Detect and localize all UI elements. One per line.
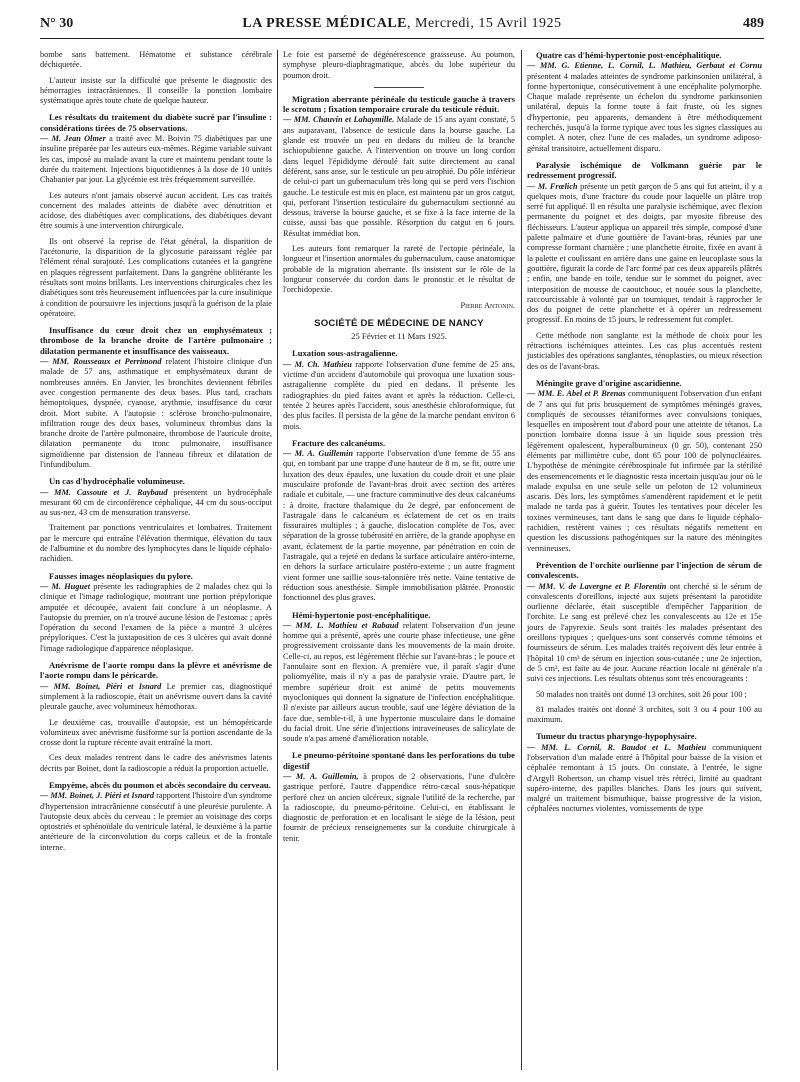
article-title: Luxation sous-astragalienne. [292,348,398,359]
article-title: Anévrisme de l'aorte rompu dans la plèvre et anévrisme de l'aorte rompu dans le péricarde. [40,660,272,681]
signature: Pierre Antonin. [460,300,515,310]
paragraph: Cette méthode non sanglante est la méthode de choix pour les rétractions ischémiques atteintes. Les cas plus accentués restent justiciables des opérations sanglantes, ténoplasties, ou mieux résection des os de l'avant-bras. [527,330,762,371]
article-authors: — M. Huguet [40,581,91,591]
column-left [40,50,272,1070]
journal-name: LA PRESSE MÉDICALE [242,16,408,31]
article-authors: — MM. Rousseaux et Perrimond [40,357,162,367]
article-body: présente les radiographies de 2 malades chez qui la clinique et l'image radiologique, montrant une portion prépylorique amputée et découpée, avaient fait conclure à un néoplasme. A l'autopsie du premier, on n'a trouvé aucune lésion de l'estomac ; après l'opération du second l'examen de la pièce a montré 3 ulcères prépyloriques. C'est la juxtaposition de ces 3 ulcères qui avait donné l'image radiologique d'apparence néoplasique. [40,581,272,653]
article-title: Méningite grave d'origine ascaridienne. [536,377,682,388]
article-authors: — MM. Boinet, J. Piéri et Isnard [40,791,154,801]
article-title: Quatre cas d'hémi-hypertonie post-encéphalitique. [536,50,722,60]
column-right [527,50,762,1070]
paragraph: bombe sans battement. Hématome et substance cérébrale déchiquetée. [40,50,272,70]
paragraph: L'auteur insiste sur la difficulté que présente le diagnostic des hémorragies intracrâniennes. Il conseille la ponction lombaire systématique après toute chute de quelque hauteur. [40,75,272,106]
paragraph: Les auteurs n'ont jamais observé aucun accident. Les cas traités concernent des malades atteints de diabète avec dénutrition et acidose, des diabétiques avec complications, des diabétiques devant être soumis à une intervention chirurgicale. [40,190,272,231]
article-authors: — MM. Cassoute et J. Raybaud [40,487,168,497]
column-divider [521,50,522,1070]
article-body: présente un petit garçon de 5 ans qui fut atteint, il y a quelques mois, d'une fracture du coude pour laquelle un plâtre trop serré fut appliqué. Il en résulta une paralysie ischémique, avec flexion permanente du poignet et des doigts, par myosite fibreuse des fléchisseurs. L'auteur appliqua un appareil très simple, composé d'une palette palmaire et d'une gouttière de l'avant-bras, réunies par une compresse formant charnière ; une planchette étroite, fixée en avant à la palette et coulissant en arrière dans une gaine en leucoplaste sous la gouttière, figurait la corde de l'arc formé par ces deux appareils plâtrés ; enfin, une bande en toile, tendue sur le sommet du poignet, avec interposition de mousse de caoutchouc, et nouée sous la planchette, raccourcissable à volonté par un tourniquet, tendait à rapprocher le dos du poignet de cette planchette et à opérer un redressement progressif. En moins de 15 jours, le redressement fut complet. [527,181,762,325]
article-authors: — M. Ch. Mathieu [283,359,352,369]
article-body: rapportent l'histoire d'un syndrome d'hypertension intracrânienne consécutif à une pleurésie purulente. A l'autopsie deux abcès du cerveau : le premier au voisinage des corps optostriés et sphénoïdale du ventricule latéral, le deuxième à la partie antérieure de la circonvolution du corps calleux et de la frontale interne. [40,791,272,852]
paragraph: Ces deux malades rentrent dans le cadre des anévrismes latents décrits par Boinet, dont la radioscopie a réduit la proportion actuelle. [40,753,272,773]
article-authors: — MM. E. Abel et P. Brenas [527,389,626,399]
column-middle [283,50,515,1070]
issue-date: , Mercredi, 15 Avril 1925 [407,16,562,31]
article-authors: — M. Jean Olmer [40,134,106,144]
article-authors: — MM. G. Etienne, L. Cornil, L. Mathieu, Gerbaut et Cornu [527,61,762,71]
article-body: présentent un hydrocéphale mesurant 60 cm de circonférence céphalique, 44 cm du sous-occiput au sus-nez, 43 cm de mensuration transverse. [40,487,272,518]
article-authors: — M. A. Guillemin, [283,772,359,781]
article-authors: — M. Frœlich [527,181,578,191]
paragraph: Traitement par ponctions ventriculaires et lombaires. Traitement par le mercure qui entraîne l'élévation thermique, élévation du taux de l'albumine et du nombre des lymphocytes dans le liquide céphalo-rachidien. [40,523,272,564]
paragraph: Les auteurs font remarquer la rareté de l'ectopie périnéale, la longueur et l'insertion anormales du gubernaculum, cause anatomique probable de la migration aberrante. Ils insistent sur le rôle de la longueur conservée du cordon dans le pronostic et le résultat de l'orchidopexie. [283,244,515,295]
article-body: communiquent l'observation d'un enfant de 7 ans qui fut pris brusquement de symptômes méningés graves, compliqués de secousses tétaniformes avec convulsions toniques, lesquelles en imposèrent tout d'abord pour une atteinte de tétanos. La ponction lombaire donna issue à un liquide sous pression très légèrement opalescent, hyperalbumineux (0 gr. 50), contenant 250 éléments par millimètre cube, dont 65 pour 100 de polynucléaires. L'hypothèse de méningite cérébrospinale fut infirmée par la stérilité des ensemencements et le diagnostic resta incertain jusqu'au jour où le malade expulsa en une seule selle un peloton de 12 volumineux ascaris. Dès lors, les symptômes s'amendèrent rapidement et le petit malade ne tarda pas à guérir. Toutes les tentatives pour déceler les toxines vermineuses, tant dans le sang que dans le liquide céphalo-rachidien, restèrent vaines ; ces résultats négatifs remettent en question les discussions pathogéniques sur la nature des méningites vermineuses. [527,389,762,553]
article-body: relatent l'observation d'un jeune homme qui a présenté, après une courte phase infectieuse, une gêne progressivement croissante dans les mouvements de la main droite. Celle-ci, au repos, est légèrement fléchie sur l'avant-bras ; le pouce et l'annulaire sont en flexion. A première vue, il paraît s'agir d'une poliomyélite, mais il n'y a pas de paralysie vraie. D'autre part, le membre supérieur droit est animé de petits mouvements myocloniques qui donnent la signature de l'infection encéphalitique. Il n'existe par ailleurs aucun trouble, sauf une légère déviation de la face due, semble-t-il, à une hypertonie musculaire dans le domaine du facial droit. Une série d'injections intraveineuses de salicylate de soude n'a pas amené d'amélioration notable. [283,620,515,744]
article-body: présentent 4 malades atteintes de syndrome parkinsonien unilatéral, à forme hypertonique, consécutivement à une encéphalite polymorphe. Chaque malade représente un échelon du syndrome parkinsonien unilatéral, depuis la forme toute à fait fruste, où les signes d'hypertonie, peu apparents, demandent à être méthodiquement recherchés, jusqu'à la forme typique avec tous les signes classiques au complet. A noter, chez l'une de ces malades, un syndrome adiposo-génital transitoire, actuellement disparu. [527,71,762,153]
column-divider [277,50,278,1070]
article-body: à propos de 2 observations, l'une d'ulcère gastrique perforé, l'autre d'appendice rétro-cæcal sous-hépatique perforé chez un ancien ulcéreux, signale l'utilité de la recherche, par la radioscopie, du pneumo-péritoine. Celui-ci, en établissant le diagnostic de perforation et en localisant le siège de la lésion, peut fournir de précieux renseignements sur la conduite chirurgicale à tenir. [283,772,515,843]
article-authors: — MM. L. Mathieu et Rabaud [283,620,399,630]
journal-title-line [40,16,764,32]
article-body: ont cherché si le sérum de convalescents d'oreillons, injecté aux sujets présentant la parotidite ourlienne déclarée, était susceptible d'empêcher l'apparition de l'orchite. Le sang est prélevé chez les convalescents au 12e et 15e jours de l'apyrexie. Seuls sont traités les malades présentant des oreillons typiques ; quelques-uns sont conservés comme témoins et fournisseurs de sérum. Les malades traités reçoivent dès leur entrée à l'hôpital 10 cm³ de sérum en injection sous-cutanée ; une 2e injection, de 5 cm³, est faite au 4e jour. Aucune réaction locale ni générale n'a suivi ces injections. Les résultats obtenus sont très encourageants : [527,581,762,684]
article-title: Fracture des calcanéums. [292,437,386,448]
article-title: Prévention de l'orchite ourlienne par l'injection de sérum de convalescents. [527,559,762,581]
article-body: Le premier cas, diagnostiqué simplement à la radioscopie, était un anévrisme ouvert dans la cavité pleurale gauche, avec volumineux hémothorax. [40,681,272,712]
article-authors: — M. A. Guillemin [283,449,353,459]
article-title: Hémi-hypertonie post-encéphalitique. [292,609,431,620]
article-authors: — MM. L. Cornil, R. Baudot et L. Mathieu [527,742,707,752]
article-title: Empyème, abcès du poumon et abcès secondaire du cerveau. [49,780,271,790]
article-title: Paralysie ischémique de Volkmann guérie par le redressement progressif. [527,159,762,181]
session-dates: 25 Février et 11 Mars 1925. [351,331,447,342]
paragraph: 50 malades non traités ont donné 13 orchites, soit 26 pour 100 ; [536,689,747,699]
article-body: relatent l'histoire clinique d'un malade de 57 ans, asthmatique et emphysémateux durant de nombreuses années. En Janvier, les bronchites deviennent fébriles avec congestion permanente des deux bases. Plus tard, crachats hémoptoïques, dyspnée, cyanose, arythmie, insuffisance du cœur droit. Mort subite. A l'autopsie : sclérose broncho-pulmonaire, infiltration rouge des deux bases, volumineux thrombus dans la branche droite de l'artère pulmonaire, thrombose de l'auricule droite, dilatation permanente du tronc pulmonaire, insuffisance sigmoïdienne par distension de l'anneau fibreux et dilatation de l'infundibulum. [40,357,272,469]
article-title: Les résultats du traitement du diabète sucré par l'insuline : considérations tirées de 75 observations. [40,112,272,133]
article-body: rapporte l'observation d'une femme de 25 ans, victime d'un accident d'automobile qui provoqua une luxation sous-astragalienne complète du pied en dedans. Il présente les radiographies du pied faites avant et après la réduction. Celle-ci, tentée 2 heures après l'accident, sous anesthésie chloroformique, fut des plus faciles. Il persista de la gêne de la marche pendant environ 6 mois. [283,359,515,431]
page-number-right: 489 [743,16,764,31]
paragraph: Le deuxième cas, trouvaille d'autopsie, est un hémopéricarde volumineux avec anévrisme fusiforme sur la portion ascendante de la crosse dont la rupture récente avait entraîné la mort. [40,717,272,748]
article-body: a traité avec M. Boivin 75 diabétiques par une insuline préparée par les auteurs eux-mêmes. Régime variable suivant les cas, imposé au malade avant la cure et maintenu pendant toute la durée du traitement. Injections biquotidiennes à la dose de 10 unités Chabanier par jour. La glycémie est très fréquemment surveillée. [40,134,272,185]
article-authors: — MM. Boinet, Piéri et Isnard [40,681,162,691]
separator-rule [374,87,424,88]
article-title: Un cas d'hydrocéphalie volumineuse. [49,476,185,487]
paragraph: Le foie est parsemé de dégénérescence graisseuse. Au poumon, symphyse pleuro-diaphragmatique, abcès du lobe supérieur du poumon droit. [283,50,515,80]
article-title: Insuffisance du cœur droit chez un emphysémateux ; thrombose de la branche droite de l'artère pulmonaire ; dilatation permanente et insuffisance des vaisseaux. [40,325,272,356]
article-title: Fausses images néoplasiques du pylore. [49,570,193,581]
paragraph: Ils ont observé la reprise de l'état général, la disparition de l'acétonurie, la disparition de la glycosurie paraissant réglée par l'élément rénal surajouté. Les complications cutanées et la gangrène en plaques régressent parfaitement. Dans la gangrène oblitérante les résultats sont moins brillants. Les interventions chirurgicales chez les diabétiques sont très heureusement influencées par la cure insulinique à condition de poursuivre les injections jusqu'à la guérison de la plaie opératoire. [40,236,272,318]
article-authors: — MM. V. de Lavergne et P. Florentin [527,581,667,591]
article-body: Malade de 15 ans ayant constaté, 5 ans auparavant, l'absence de testicule dans la bourse gauche. La glande est trouvée un peu en dedans du milieu de la branche ischiopubienne gauche. A l'intervention on trouve un long cordon dans lequel l'épididyme déroulé fait suite directement au canal déférent, sans anse, sur le testicule un peu atrophié. Du pôle inférieur de celui-ci part un gubernaculum très long qui se perd vers l'ischion gauche. Le testicule est mis en place, est maintenu par un gros catgut, qui, perforant l'insertion testiculaire du gubernaculum sectionné au dessous, traverse la bourse gauche, et se fixe à la face interne de la cuisse, aussi bas que possible. Résorption du catgut en 6 jours. Résultat immédiat bon. [283,115,515,238]
page-number-left: N° 30 [40,16,74,31]
page-header [40,16,764,36]
article-title: Le pneumo-péritoine spontané dans les perforations du tube digestif [283,750,515,771]
paragraph: 81 malades traités ont donné 3 orchites, soit 3 ou 4 pour 100 au maximum. [527,704,762,725]
article-title: Tumeur du tractus pharyngo-hypophysaire. [536,731,697,742]
article-body: rapporte l'observation d'une femme de 55 ans qui, en tombant par une trappe d'une hauteur de 8 m, se fit, outre une luxation des deux épaules, une luxation du coude droit et une plaie musculaire profonde de l'avant-bras droit avec section des artères radiale et cubitale, — une fracture comminutive des deux calcanéums : à droite, fracture thalamique du 2e degré, par enfoncement de l'astragale dans le calcanéum et éclatement de cet os en traits fissuraires multiples ; à gauche, dislocation complète de l'os, avec séparation de la grosse tubérosité en arrière, de la grande apophyse en avant, éclatement de la partie moyenne, par pénétration en coin de l'astragale, qui a rejeté en dedans la surface articulaire antéro-interne, en dehors la surface articulaire postéro-externe ; un autre fragment vient former une saillie sous-talonnière très nette. Vaine tentative de réduction sous anesthésie. Simple immobilisation plâtrée. Pronostic fonctionnel des plus graves. [283,449,515,603]
society-heading: SOCIÉTÉ DE MÉDECINE DE NANCY [314,317,484,329]
article-authors: — MM. Chauvin et Lahaymille. [283,115,395,125]
article-title: Migration aberrante périnéale du testicule gauche à travers le scrotum ; fixation temporaire crurale du testicule réduit. [283,93,515,115]
header-rule [40,38,764,39]
article-body: communiquent l'observation d'un malade entré à l'hôpital pour baisse de la vision et céphalée remontant à 15 jours. On constate, à l'entrée, le signe d'Argyll Robertson, un champ visuel très rétréci, limité au quadrant supéro-interne, des papilles blanches. Dans les jours qui suivent, malgré un traitement bismuthique, baisse progressive de la vision, céphalées nocturnes violentes, vomissements de type [527,742,762,814]
